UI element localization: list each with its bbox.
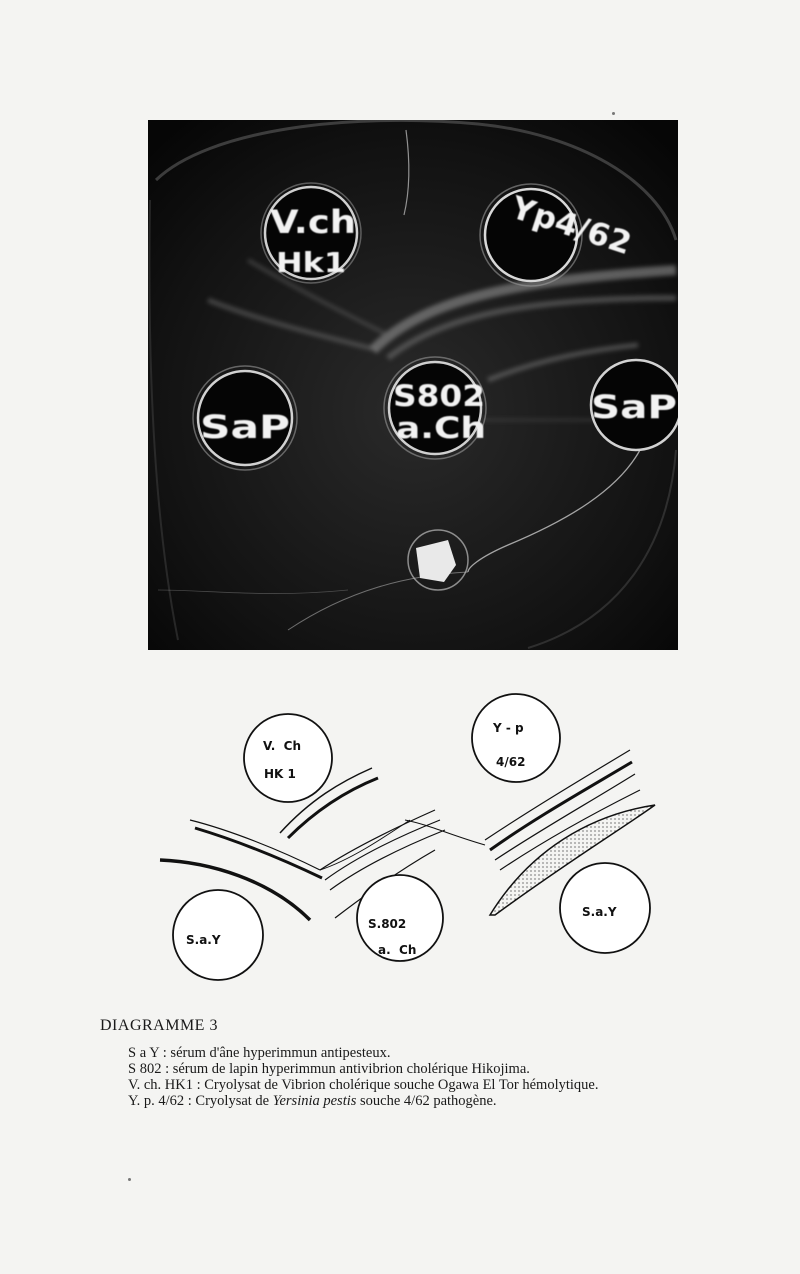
legend-entry-yp-species: Yersinia pestis (272, 1093, 357, 1109)
photo-label-vch-line1: V.ch (270, 203, 356, 241)
page-speck (612, 112, 615, 115)
photo-label-sap-right: SaP (591, 388, 677, 426)
legend-entry-yp (128, 1093, 700, 1109)
diagram-label-vch-line1: V. Ch (263, 739, 302, 753)
diagram-label-s802-line1: S.802 (368, 917, 407, 931)
photo-label-s802-line2: a.Ch (396, 411, 486, 445)
diagram-label-say-left: S.a.Y (186, 933, 221, 947)
diagram-label-say-right: S.a.Y (582, 905, 617, 919)
legend (128, 1045, 700, 1109)
caption-title: DIAGRAMME 3 (100, 1017, 218, 1034)
diagram-label-yp-line1: Y - p (493, 721, 524, 735)
legend-entry-yp-post: souche 4/62 pathogène. (356, 1093, 497, 1109)
diagram-label-vch-line2: HK 1 (264, 767, 296, 781)
diagram-label-s802-line2: a. Ch (378, 943, 417, 957)
page-speck (128, 1178, 131, 1181)
figure-caption (100, 1017, 700, 1109)
photo-label-yp: Yp4/62 (506, 189, 633, 262)
immunodiffusion-diagram (150, 690, 670, 990)
photo-label-vch-line2: Hk1 (276, 246, 346, 279)
legend-entry-s802: S 802 : sérum de lapin hyperimmun antivibrion cholérique Hikojima. (128, 1061, 530, 1077)
immunodiffusion-photograph (148, 120, 678, 650)
legend-entry-say: S a Y : sérum d'âne hyperimmun antipesteux. (128, 1045, 391, 1061)
legend-entry-yp-pre: Y. p. 4/62 : Cryolysat de (128, 1093, 273, 1109)
legend-entry-vch: V. ch. HK1 : Cryolysat de Vibrion cholérique souche Ogawa El Tor hémolytique. (128, 1077, 599, 1093)
diagram-well (244, 714, 332, 802)
photo-label-s802-line1: S802 (393, 379, 485, 413)
diagram-label-yp-line2: 4/62 (496, 755, 526, 769)
photo-label-sap-left: SaP (200, 408, 290, 446)
